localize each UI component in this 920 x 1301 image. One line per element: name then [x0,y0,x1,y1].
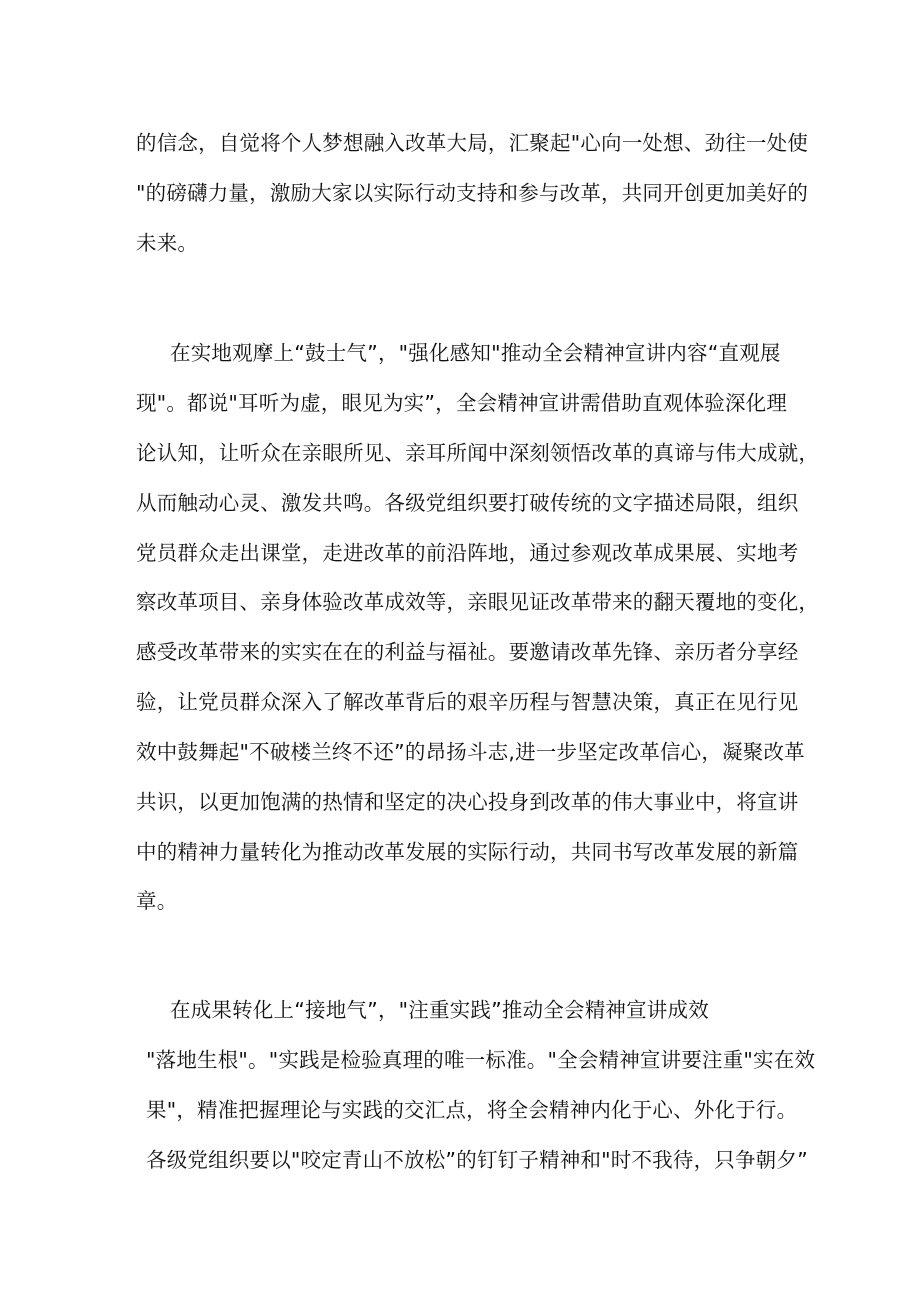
paragraph-line: 现"。都说"耳听为虚，眼见为实”，全会精神宣讲需借助直观体验深化理 [136,391,788,415]
paragraph-line: 党员群众走出课堂，走进改革的前沿阵地，通过参观改革成果展、实地考 [136,541,799,565]
paragraph-line: 中的精神力量转化为推动改革发展的实际行动，共同书写改革发展的新篇 [136,840,799,864]
paragraph-line: 共识，以更加饱满的热情和坚定的决心投身到改革的伟大事业中，将宣讲 [136,790,799,814]
paragraph-line: 章。 [136,889,178,913]
paragraph-line: 从而触动心灵、激发共鸣。各级党组织要打破传统的文字描述局限，组织 [136,491,799,515]
paragraph-line: 的信念，自觉将个人梦想融入改革大局，汇聚起"心向一处想、劲往一处使 [136,131,809,155]
paragraph-line: 验，让党员群众深入了解改革背后的艰辛历程与智慧决策，真正在见行见 [136,690,799,714]
paragraph-line: 察改革项目、亲身体验改革成效等，亲眼见证改革带来的翻天覆地的变化， [136,590,820,614]
paragraph-line: 在成果转化上“接地气”，"注重实践”推动全会精神宣讲成效 [170,998,709,1022]
paragraph-line: 效中鼓舞起"不破楼兰终不还”的昂扬斗志,进一步坚定改革信心，凝聚改革 [136,740,805,764]
paragraph-line: 感受改革带来的实实在在的利益与福祉。要邀请改革先锋、亲历者分享经 [136,640,799,664]
paragraph-line: 论认知，让听众在亲眼所见、亲耳所闻中深刻领悟改革的真谛与伟大成就， [136,441,820,465]
paragraph-line: 各级党组织要以"咬定青山不放松”的钉钉子精神和"时不我待，只争朝夕” [146,1148,808,1172]
paragraph-line: 在实地观摩上“鼓士气”，"强化感知"推动全会精神宣讲内容“直观展 [170,341,781,365]
paragraph-line: 未来。 [136,231,199,255]
paragraph-line: "落地生根"。"实践是检验真理的唯一标准。"全会精神宣讲要注重"实在效 [146,1048,816,1072]
paragraph-line: "的磅礴力量，激励大家以实际行动支持和参与改革，共同开创更加美好的 [136,181,809,205]
paragraph-line: 果"，精准把握理论与实践的交汇点，将全会精神内化于心、外化于行。 [146,1098,798,1122]
